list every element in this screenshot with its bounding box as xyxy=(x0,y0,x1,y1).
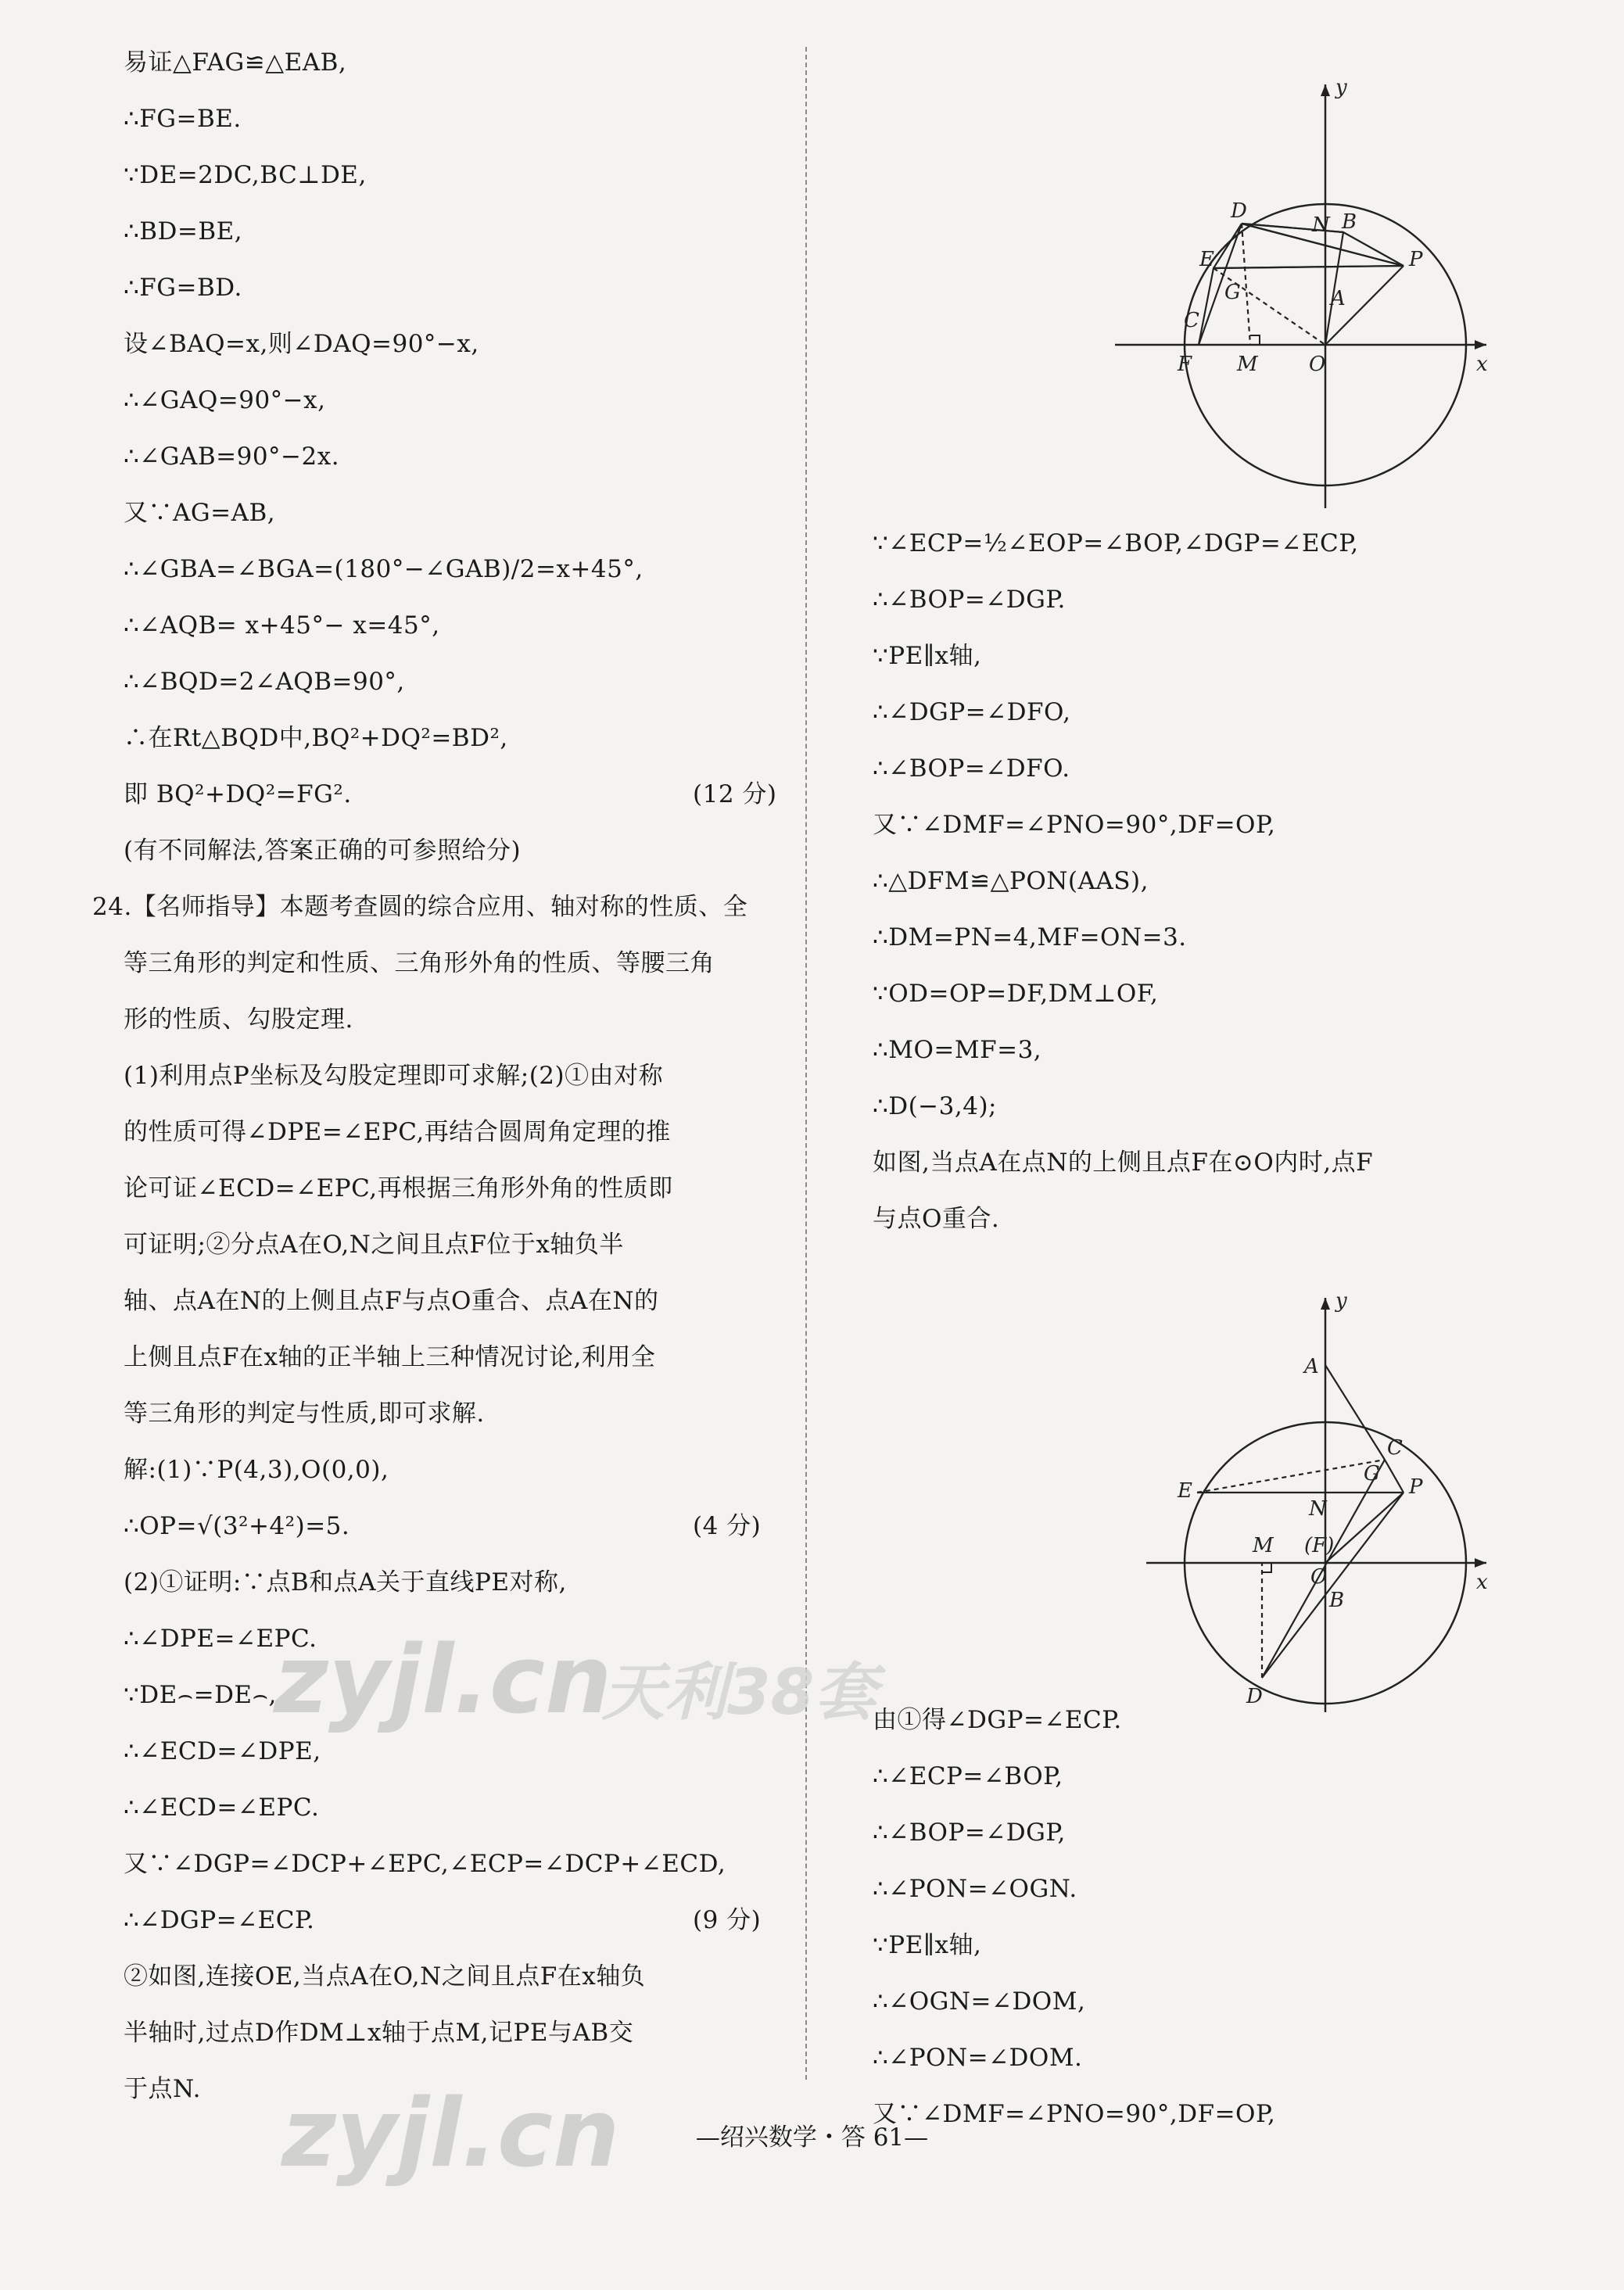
text-line: ∵∠ECP=½∠EOP=∠BOP,∠DGP=∠ECP, xyxy=(873,529,1359,557)
fig1-label: C xyxy=(1184,309,1199,332)
text-line: 等三角形的判定和性质、三角形外角的性质、等腰三角 xyxy=(124,949,715,977)
score-label: (4 分) xyxy=(693,1512,762,1540)
text-line: 可证明;②分点A在O,N之间且点F位于x轴负半 xyxy=(124,1231,624,1259)
text-line: 又∵∠DMF=∠PNO=90°,DF=OP, xyxy=(873,811,1276,839)
text-line: ∴D(−3,4); xyxy=(873,1092,997,1120)
text-line: 论可证∠ECD=∠EPC,再根据三角形外角的性质即 xyxy=(124,1174,673,1202)
text-line: ∴∠DGP=∠DFO, xyxy=(873,698,1071,726)
fig1-label: x xyxy=(1476,353,1488,376)
fig1-label: B xyxy=(1342,210,1357,234)
text-line: ∴DM=PN=4,MF=ON=3. xyxy=(873,923,1187,951)
text-line: ∴∠ECD=∠EPC. xyxy=(124,1794,320,1822)
text-line: ∴∠DGP=∠ECP. (9 分) xyxy=(124,1906,762,1934)
text-line: 由①得∠DGP=∠ECP. xyxy=(873,1706,1122,1734)
text-line: ∴OP=√(3²+4²)=5. (4 分) xyxy=(124,1512,762,1540)
text-line: 与点O重合. xyxy=(873,1205,1000,1233)
fig1-label: O xyxy=(1309,353,1326,376)
fig2-label: A xyxy=(1304,1355,1319,1378)
text-line: ∴MO=MF=3, xyxy=(873,1036,1042,1064)
text-line: ∵DE=2DC,BC⊥DE, xyxy=(124,161,367,189)
fig1-label: y xyxy=(1335,76,1347,99)
fig2-label: P xyxy=(1409,1475,1423,1499)
text-line: 轴、点A在N的上侧且点F与点O重合、点A在N的 xyxy=(124,1287,659,1315)
watermark: 天利38套 xyxy=(602,1656,877,1729)
text-line: ∴FG=BE. xyxy=(124,105,242,133)
text-line: 易证△FAG≌△EAB, xyxy=(124,48,347,77)
text-line: ∴∠BOP=∠DFO. xyxy=(873,754,1070,783)
fig2-label: N xyxy=(1309,1497,1327,1521)
text-line: 半轴时,过点D作DM⊥x轴于点M,记PE与AB交 xyxy=(124,2019,634,2047)
text-line: 形的性质、勾股定理. xyxy=(124,1005,353,1034)
text-line: 24.【名师指导】本题考查圆的综合应用、轴对称的性质、全 xyxy=(92,893,748,921)
text-line: ∴∠ECP=∠BOP, xyxy=(873,1762,1063,1790)
fig2-label: B xyxy=(1329,1589,1345,1612)
text-line: ∵PE∥x轴, xyxy=(873,1931,982,1959)
fig2-label: M xyxy=(1253,1534,1274,1557)
text-line: ∴∠GBA=∠BGA=(180°−∠GAB)/2=x+45°, xyxy=(124,555,644,583)
score-label: (9 分) xyxy=(693,1906,762,1934)
fig2-label: D xyxy=(1246,1685,1263,1708)
fig2-label: E xyxy=(1178,1479,1192,1503)
text-line: ∴∠AQB= x+45°− x=45°, xyxy=(124,611,440,640)
text-line: ∴∠BQD=2∠AQB=90°, xyxy=(124,668,405,696)
fig1-label: F xyxy=(1178,353,1192,376)
watermark: zyjl.cn xyxy=(281,2080,620,2188)
fig1-label: E xyxy=(1199,248,1214,271)
text-line: (有不同解法,答案正确的可参照给分) xyxy=(124,837,522,865)
text-line: ∴∠GAB=90°−2x. xyxy=(124,443,340,471)
fig1-label: P xyxy=(1409,248,1423,271)
fig1-label: G xyxy=(1224,281,1241,304)
column-divider xyxy=(805,47,807,2080)
fig2-label: O xyxy=(1310,1565,1328,1589)
fig1-label: A xyxy=(1331,287,1346,310)
text-line: ∴在Rt△BQD中,BQ²+DQ²=BD², xyxy=(124,724,508,752)
fig2-label: G xyxy=(1364,1462,1380,1485)
fig2-label: x xyxy=(1476,1571,1488,1594)
text-line: ∴∠GAQ=90°−x, xyxy=(124,386,326,414)
watermark: zyjl.cn xyxy=(274,1626,612,1735)
text-line: 设∠BAQ=x,则∠DAQ=90°−x, xyxy=(124,330,479,358)
fig2-label: C xyxy=(1387,1436,1403,1460)
text-line: ∴∠ECD=∠DPE, xyxy=(124,1737,321,1765)
score-label: (12 分) xyxy=(693,780,777,808)
fig2-label: (F) xyxy=(1304,1534,1335,1557)
text-line: 上侧且点F在x轴的正半轴上三种情况讨论,利用全 xyxy=(124,1343,656,1371)
text-line: ∴∠BOP=∠DGP, xyxy=(873,1819,1066,1847)
text-line: ∴∠BOP=∠DGP. xyxy=(873,586,1066,614)
text-line: 又∵AG=AB, xyxy=(124,499,276,527)
text-line: ∵OD=OP=DF,DM⊥OF, xyxy=(873,980,1159,1008)
page-footer: —绍兴数学・答 61— xyxy=(695,2123,929,2152)
figure-2 xyxy=(998,1274,1498,1712)
text-line: 于点N. xyxy=(124,2075,201,2103)
text-line: 又∵∠DMF=∠PNO=90°,DF=OP, xyxy=(873,2100,1276,2128)
figure-1 xyxy=(998,70,1498,508)
fig1-label: N xyxy=(1312,213,1330,237)
fig1-label: D xyxy=(1231,199,1247,223)
text-line: 等三角形的判定与性质,即可求解. xyxy=(124,1399,485,1428)
text-line: 即 BQ²+DQ²=FG². (12 分) xyxy=(124,780,777,808)
text-line: ∵DE⌢=DE⌢, xyxy=(124,1681,277,1709)
text-line: 的性质可得∠DPE=∠EPC,再结合圆周角定理的推 xyxy=(124,1118,671,1146)
text-line: (2)①证明:∵点B和点A关于直线PE对称, xyxy=(124,1568,567,1597)
text-line: ∴∠DPE=∠EPC. xyxy=(124,1625,317,1653)
text-line: 解:(1)∵P(4,3),O(0,0), xyxy=(124,1456,389,1484)
text-line: ∴∠PON=∠DOM. xyxy=(873,2044,1083,2072)
text-line: ∴△DFM≌△PON(AAS), xyxy=(873,867,1149,895)
text-line: 如图,当点A在点N的上侧且点F在⊙O内时,点F xyxy=(873,1149,1374,1177)
text-line: ∴FG=BD. xyxy=(124,274,242,302)
text-line: ∴BD=BE, xyxy=(124,217,243,245)
text-line: ∴∠OGN=∠DOM, xyxy=(873,1987,1086,2016)
fig1-label: M xyxy=(1237,353,1258,376)
text-line: 又∵∠DGP=∠DCP+∠EPC,∠ECP=∠DCP+∠ECD, xyxy=(124,1850,726,1878)
text-line: ∵PE∥x轴, xyxy=(873,642,982,670)
text-line: ②如图,连接OE,当点A在O,N之间且点F在x轴负 xyxy=(124,1962,646,1991)
fig2-label: y xyxy=(1335,1289,1347,1313)
text-line: ∴∠PON=∠OGN. xyxy=(873,1875,1077,1903)
text-line: (1)利用点P坐标及勾股定理即可求解;(2)①由对称 xyxy=(124,1062,664,1090)
